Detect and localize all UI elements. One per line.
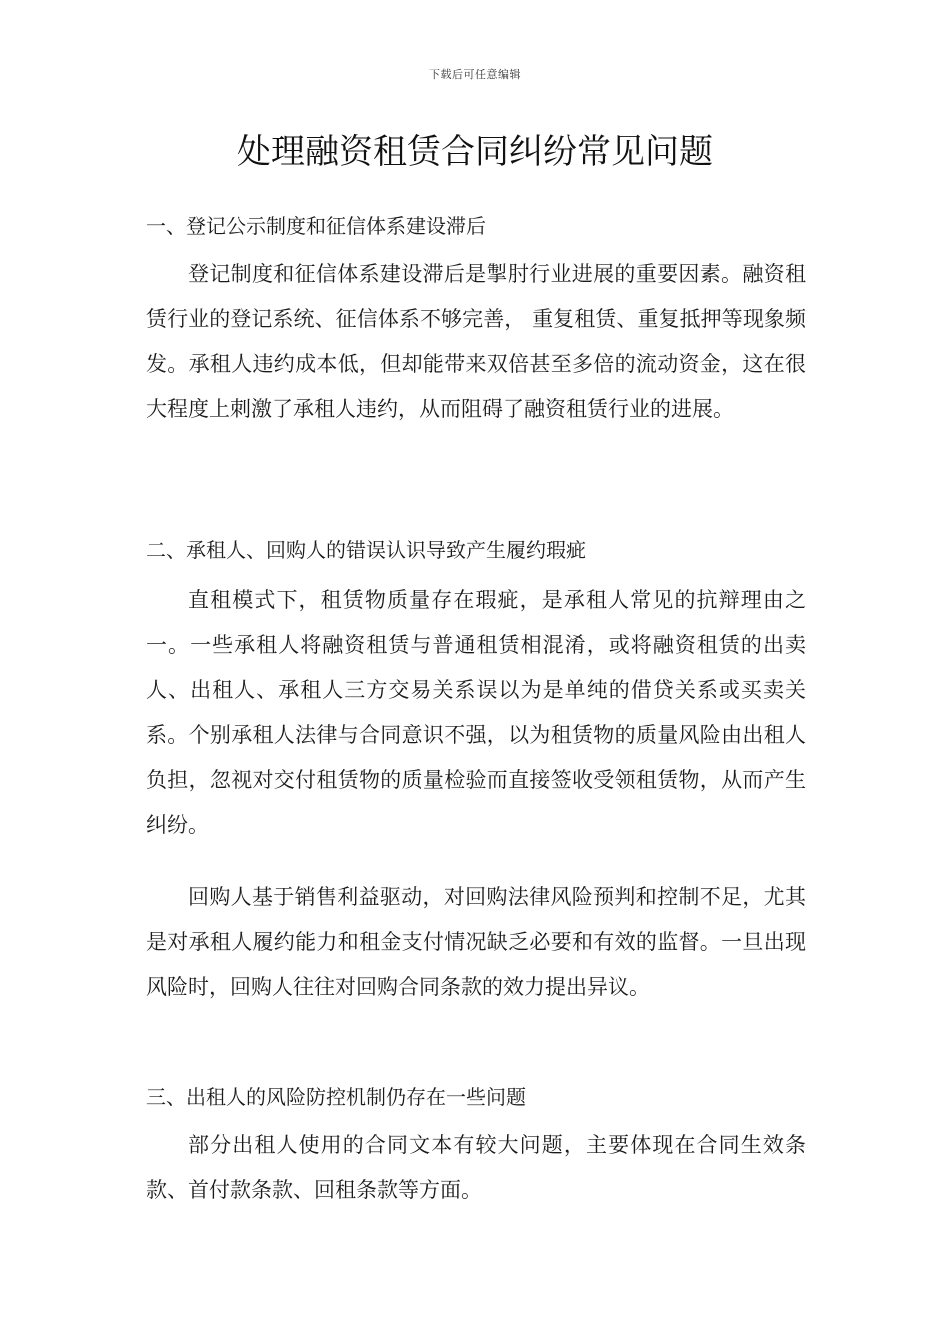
section-2-paragraph-1: 直租模式下，租赁物质量存在瑕疵，是承租人常见的抗辩理由之一。一些承租人将融资租赁与普通租赁相混淆，或将融资租赁的出卖人、出租人、承租人三方交易关系误以为是单纯的借贷关系或买卖关系。个别承租人法律与合同意识不强，以为租赁物的质量风险由出租人负担，忽视对交付租赁物的质量检验而直接签收受领租赁物，从而产生纠纷。 [146,588,806,837]
section-heading-3: 三、出租人的风险防控机制仍存在一些问题 [146,1085,526,1109]
header-note: 下载后可任意编辑 [429,68,521,81]
section-1-paragraph-1: 登记制度和征信体系建设滞后是掣肘行业进展的重要因素。融资租赁行业的登记系统、征信体系不够完善， 重复租赁、重复抵押等现象频发。承租人违约成本低，但却能带来双倍甚至多倍的流动资金，这在很大程度上刺激了承租人违约，从而阻碍了融资租赁行业的进展。 [146,262,806,421]
section-2-paragraph-2: 回购人基于销售利益驱动，对回购法律风险预判和控制不足，尤其是对承租人履约能力和租金支付情况缺乏必要和有效的监督。一旦出现风险时，回购人往往对回购合同条款的效力提出异议。 [146,885,806,999]
document-title: 处理融资租赁合同纠纷常见问题 [237,132,713,172]
section-3-paragraph-1: 部分出租人使用的合同文本有较大问题，主要体现在合同生效条款、首付款条款、回租条款等方面。 [146,1133,806,1202]
section-heading-2: 二、承租人、回购人的错误认识导致产生履约瑕疵 [146,538,586,562]
section-heading-1: 一、登记公示制度和征信体系建设滞后 [146,214,486,238]
